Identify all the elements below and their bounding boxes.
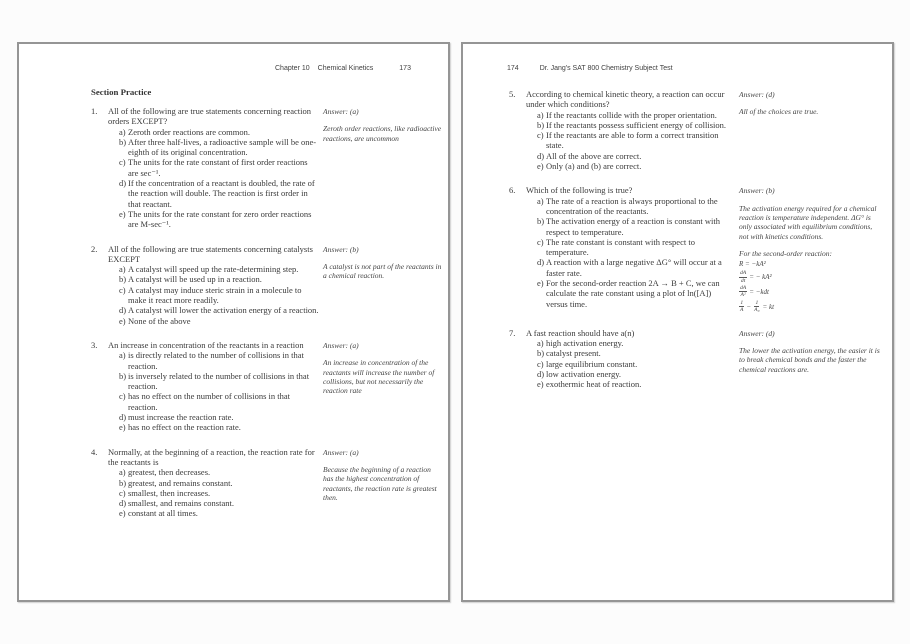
- page-content: [91, 87, 443, 533]
- option: [537, 359, 735, 369]
- answer-label: Answer: (a): [323, 447, 359, 457]
- option: [537, 237, 735, 258]
- option: [537, 348, 735, 358]
- option-label: b): [537, 119, 545, 130]
- question-main: [91, 447, 319, 519]
- fraction-denominator: A₀: [754, 307, 760, 314]
- options-list: [537, 110, 735, 172]
- answer-explanation: All of the choices are true.: [739, 107, 819, 117]
- answer-column: [323, 447, 443, 502]
- option: [537, 369, 735, 379]
- fraction-numerator: 1: [755, 299, 759, 306]
- option-label: e): [537, 278, 544, 289]
- option-text: The rate of a reaction is always proportional to the concentration of the reactants.: [546, 195, 718, 216]
- question-number: 2.: [91, 243, 98, 254]
- option-label: c): [537, 236, 544, 247]
- option-text: A catalyst will lower the activation energy of a reaction.: [128, 305, 319, 316]
- option-label: a): [119, 126, 126, 137]
- question-stem: A fast reaction should have a(n): [526, 327, 635, 338]
- fraction-numerator: dA: [740, 270, 747, 277]
- option-label: e): [119, 422, 126, 433]
- answer-explanation: A catalyst is not part of the reactants in a chemical reaction.: [323, 261, 442, 281]
- option-label: d): [537, 368, 545, 379]
- question-stem: According to chemical kinetic theory, a reaction can occur under which conditions?: [526, 89, 725, 110]
- option-text: The units for the rate constant for zero order reactions are M-sec⁻¹.: [128, 208, 312, 230]
- option: [537, 130, 735, 151]
- option-label: d): [119, 178, 127, 189]
- fraction: [739, 270, 747, 284]
- option: [119, 178, 319, 209]
- option-text: has no effect on the number of collisions in that reaction.: [128, 391, 291, 412]
- option-text: has no effect on the reaction rate.: [128, 422, 241, 433]
- options-list: [119, 350, 319, 432]
- option-text: smallest, and remains constant.: [128, 498, 234, 509]
- answer-explanation: The lower the activation energy, the easier it is to break chemical bonds and the faster the chemical reactions are.: [739, 345, 880, 374]
- question-number: 4.: [91, 446, 98, 457]
- question-4: [91, 447, 443, 519]
- formula-line: [739, 285, 881, 299]
- option-text: exothermic heat of reaction.: [546, 379, 642, 390]
- option-label: c): [119, 391, 126, 402]
- option-text: If the reactants are able to form a correct transition state.: [546, 130, 719, 151]
- option-text: After three half-lives, a radioactive sample will be one-eighth of its original concentration.: [128, 136, 317, 158]
- running-header: [275, 65, 411, 72]
- option-text: constant at all times.: [128, 508, 198, 519]
- option-label: b): [119, 477, 127, 488]
- answer-explanation: An increase in concentration of the reactants will increase the number of collisions, but not necessarily the reaction rate: [323, 358, 435, 396]
- question-main: [509, 328, 735, 390]
- option-label: c): [119, 487, 126, 498]
- answer-column: [323, 340, 443, 395]
- option: [119, 422, 319, 432]
- option-text: is directly related to the number of collisions in that reaction.: [128, 350, 304, 371]
- page-right: [461, 42, 894, 602]
- option-text: large equilibrium constant.: [546, 358, 638, 369]
- question-1: [91, 106, 443, 230]
- option-label: d): [119, 412, 127, 423]
- answer-label: Answer: (b): [739, 186, 775, 196]
- page-content: [509, 89, 881, 403]
- answer-column: [739, 89, 881, 117]
- running-header: [507, 65, 673, 72]
- option-label: c): [537, 130, 544, 141]
- option: [119, 488, 319, 498]
- option-label: a): [537, 195, 544, 206]
- option-text: If the reactants possess sufficient energy of collision.: [546, 119, 727, 130]
- option-label: b): [119, 370, 127, 381]
- chapter-title: Chemical Kinetics: [317, 65, 374, 72]
- question-stem: Which of the following is true?: [526, 185, 633, 196]
- option-text: The units for the rate constant of first order reactions are sec⁻¹.: [128, 157, 308, 178]
- option: [119, 478, 319, 488]
- question-body: [526, 185, 735, 309]
- answer-label: Answer: (a): [323, 107, 359, 116]
- question-stem: Normally, at the beginning of a reaction, the reaction rate for the reactants is: [108, 446, 315, 467]
- question-stem: All of the following are true statements concerning reaction orders EXCEPT?: [108, 106, 311, 127]
- option-text: For the second-order reaction 2A → B + C, we can calculate the rate constant using a plot of ln([A]) versus time.: [546, 278, 720, 309]
- formula-line: [739, 270, 881, 284]
- option: [537, 216, 735, 237]
- option-text: A reaction with a large negative ΔG° will occur at a faster rate.: [546, 257, 722, 278]
- option-text: catalyst present.: [546, 348, 601, 359]
- option-text: Only (a) and (b) are correct.: [546, 161, 642, 172]
- option: [537, 196, 735, 217]
- question-number: 1.: [91, 106, 98, 116]
- option: [119, 157, 319, 178]
- formula-text: = −kdt: [749, 287, 769, 296]
- question-body: [108, 340, 319, 433]
- option: [119, 508, 319, 518]
- option-text: All of the above are correct.: [546, 150, 642, 161]
- fraction-numerator: dA: [740, 285, 747, 291]
- option: [119, 350, 319, 371]
- option-label: a): [537, 109, 544, 120]
- question-main: [509, 185, 735, 309]
- option-text: If the concentration of a reactant is doubled, the rate of the reaction will double. The reaction is first order in that reactant.: [128, 178, 315, 209]
- option-text: high activation energy.: [546, 337, 624, 348]
- formula-intro: For the second-order reaction:: [739, 248, 832, 258]
- answer-column: [323, 106, 443, 143]
- option-text: A catalyst will speed up the rate-determining step.: [128, 264, 299, 275]
- option-text: greatest, then decreases.: [128, 467, 211, 478]
- options-list: [537, 196, 735, 309]
- question-number: 7.: [509, 327, 516, 338]
- question-main: [91, 340, 319, 433]
- option-label: a): [119, 467, 126, 478]
- option: [537, 161, 735, 171]
- option-text: low activation energy.: [546, 368, 622, 379]
- question-main: [91, 244, 319, 326]
- fraction: [739, 300, 744, 314]
- option-label: d): [119, 305, 127, 316]
- option-text: If the reactants collide with the proper orientation.: [546, 109, 717, 120]
- page-number: 173: [399, 65, 411, 72]
- question-number: 3.: [91, 339, 98, 350]
- fraction-denominator: A: [740, 307, 744, 314]
- option-label: b): [119, 136, 127, 147]
- fraction-numerator: 1: [740, 299, 744, 306]
- fraction: [739, 285, 747, 299]
- option-label: e): [119, 315, 126, 326]
- option: [119, 285, 319, 306]
- question-number: 6.: [509, 185, 516, 196]
- options-list: [119, 127, 319, 230]
- fraction: [753, 300, 760, 314]
- question-body: [526, 89, 735, 171]
- question-main: [91, 106, 319, 230]
- question-stem: An increase in concentration of the reactants in a reaction: [108, 339, 304, 350]
- option: [119, 127, 319, 137]
- option: [537, 278, 735, 309]
- question-stem: All of the following are true statements concerning catalysts EXCEPT: [108, 243, 313, 264]
- answer-label: Answer: (d): [739, 328, 775, 338]
- answer-label: Answer: (b): [323, 244, 359, 254]
- formula-line: [739, 259, 881, 269]
- option: [119, 316, 319, 326]
- question-number: 5.: [509, 89, 516, 99]
- option-text: greatest, and remains constant.: [128, 477, 233, 488]
- page-left: [17, 42, 450, 602]
- option-label: a): [119, 350, 126, 361]
- option: [537, 120, 735, 130]
- option-label: d): [537, 150, 545, 161]
- question-5: [509, 89, 881, 171]
- formula-operator: −: [746, 302, 752, 311]
- option-label: b): [537, 216, 545, 227]
- question-body: [108, 244, 319, 326]
- options-list: [119, 467, 319, 518]
- option-label: a): [119, 264, 126, 275]
- page-number: 174: [507, 65, 519, 72]
- option-text: A catalyst will be used up in a reaction.: [128, 274, 262, 285]
- option-label: a): [537, 337, 544, 348]
- option-label: b): [119, 274, 127, 285]
- option-label: c): [119, 284, 126, 295]
- option: [537, 110, 735, 120]
- options-list: [537, 338, 735, 389]
- option-label: e): [119, 508, 126, 519]
- option-text: The activation energy of a reaction is constant with respect to temperature.: [546, 216, 721, 237]
- option-label: e): [537, 379, 544, 390]
- formula-text: = kt: [762, 302, 775, 311]
- option: [119, 209, 319, 230]
- question-6: [509, 185, 881, 313]
- question-body: [526, 328, 735, 390]
- question-body: [108, 106, 319, 230]
- options-list: [119, 264, 319, 326]
- answer-explanation: Zeroth order reactions, like radioactive reactions, are uncommon: [323, 124, 442, 143]
- answer-explanation: The activation energy required for a chemical reaction is temperature independent. ΔG° is only associated with equilibrium conditions, not with kinetics conditions.: [739, 203, 877, 241]
- formula-line: [739, 300, 881, 314]
- option: [119, 467, 319, 477]
- option-text: None of the above: [128, 315, 191, 326]
- option: [119, 274, 319, 284]
- section-title: Section Practice: [91, 87, 152, 97]
- option-label: b): [537, 348, 545, 359]
- option-label: e): [119, 208, 126, 219]
- fraction-denominator: dt: [740, 277, 746, 284]
- option-label: c): [537, 358, 544, 369]
- book-title: Dr. Jang's SAT 800 Chemistry Subject Test: [539, 65, 673, 72]
- chapter-label: Chapter 10: [275, 65, 310, 72]
- question-7: [509, 328, 881, 390]
- option: [537, 151, 735, 161]
- option-text: must increase the reaction rate.: [128, 412, 234, 423]
- answer-column: [739, 185, 881, 313]
- option: [119, 391, 319, 412]
- option: [119, 412, 319, 422]
- question-body: [108, 447, 319, 519]
- option-label: d): [537, 257, 545, 268]
- formula-text: R = −kA²: [739, 260, 766, 269]
- option-text: The rate constant is constant with respect to temperature.: [546, 236, 695, 258]
- option-label: d): [119, 498, 127, 509]
- option-text: smallest, then increases.: [128, 487, 211, 498]
- option: [119, 137, 319, 158]
- option-text: Zeroth order reactions are common.: [128, 126, 251, 137]
- answer-column: [739, 328, 881, 374]
- option-text: is inversely related to the number of collisions in that reaction.: [128, 370, 310, 392]
- option-label: e): [537, 161, 544, 172]
- option: [119, 305, 319, 315]
- answer-label: Answer: (d): [739, 90, 775, 99]
- option: [537, 338, 735, 348]
- answer-explanation: Because the beginning of a reaction has the highest concentration of reactants, the reaction rate is greatest then.: [323, 464, 437, 502]
- answer-column: [323, 244, 443, 281]
- answer-label: Answer: (a): [323, 340, 359, 350]
- option: [119, 371, 319, 392]
- option: [537, 257, 735, 278]
- fraction-denominator: A²: [740, 292, 746, 299]
- question-2: [91, 244, 443, 326]
- option-text: A catalyst may induce steric strain in a molecule to make it react more readily.: [128, 284, 302, 306]
- option: [119, 498, 319, 508]
- option-label: c): [119, 157, 126, 168]
- formula-text: = − kA²: [749, 273, 772, 282]
- option: [119, 264, 319, 274]
- option: [537, 379, 735, 389]
- question-main: [509, 89, 735, 171]
- question-3: [91, 340, 443, 433]
